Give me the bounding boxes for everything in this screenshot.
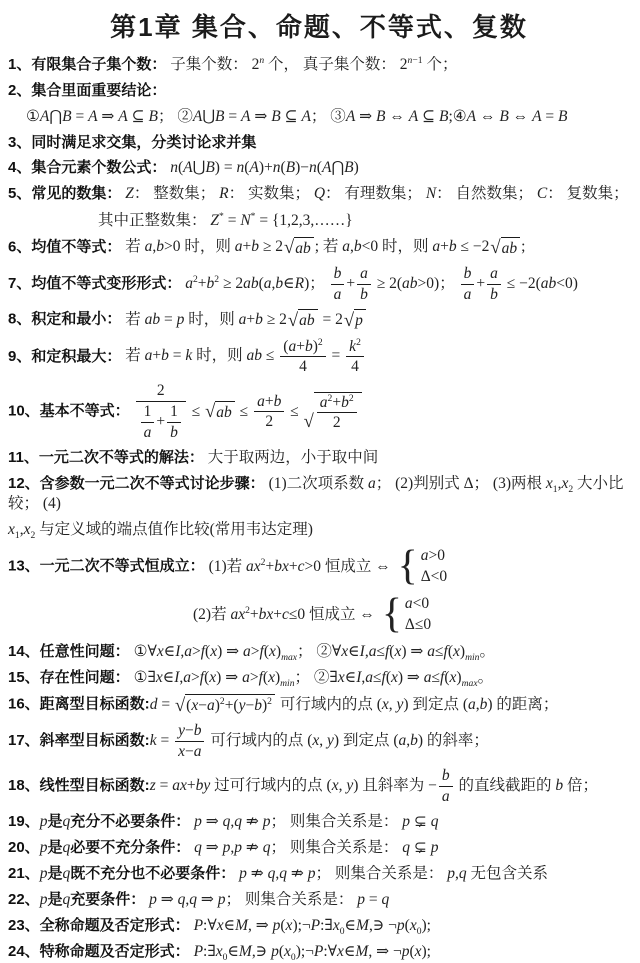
fraction-numerator: a <box>487 265 501 285</box>
fraction-numerator: $a^2+b^2$ <box>317 394 357 414</box>
square-root <box>175 694 275 716</box>
fraction-numerator: b <box>439 767 453 787</box>
math-text: k = $\frac{y-b}{x-a}$ 可行域内的点 (x, y) 到定点 (a,b) 的斜率； <box>149 722 489 761</box>
math-text: p <box>39 812 48 830</box>
item-label: 20、 <box>8 838 40 856</box>
fraction-numerator: b <box>461 265 475 285</box>
subscript: 0 <box>290 952 296 963</box>
math-text: p <box>39 838 48 856</box>
fraction-numerator: $(a+b)^2$ <box>280 338 325 358</box>
formula-line <box>8 184 630 204</box>
item-label: 19、 <box>8 812 40 830</box>
cases-system <box>397 543 448 590</box>
math-text: 若 ab = p 时，则 a+b ≥ 2 √ ab = 2 √ p <box>121 311 366 328</box>
fraction <box>357 265 371 304</box>
fraction <box>280 338 325 377</box>
superscript: 2 <box>219 696 225 708</box>
formula-line <box>8 158 630 178</box>
fraction-numerator: y−b <box>175 722 204 742</box>
item-label: 14、任意性问题： <box>8 642 130 660</box>
math-text: (2)若 $ax^2+bx+c\le 0$ 恒成立 ⇔ { a<0 Δ≤0 <box>193 591 432 638</box>
subscript: 2 <box>30 530 36 542</box>
fraction <box>136 382 186 441</box>
math-text: q <box>62 812 71 830</box>
fraction <box>254 393 284 432</box>
fraction-denominator: b <box>170 423 178 441</box>
fraction-denominator: 2 <box>265 413 274 431</box>
fraction-denominator: 2 <box>332 414 341 432</box>
item-label: 4、集合元素个数公式： <box>8 159 167 177</box>
radical-icon: √ <box>303 410 314 432</box>
item-label: 18、线性型目标函数: <box>8 776 150 794</box>
formula-line <box>8 812 630 832</box>
fraction-denominator: 4 <box>351 358 359 376</box>
item-label: 充要条件： <box>70 891 146 909</box>
case-row: Δ<0 <box>420 568 448 586</box>
item-label: 23、全称命题及否定形式： <box>8 917 190 935</box>
item-label: 12、含参数一元二次不等式讨论步骤： <box>8 474 265 492</box>
radicand: p <box>354 309 366 331</box>
formula-line <box>8 864 630 884</box>
fraction <box>331 265 345 304</box>
math-text: d = √ $(x-a)^2+(y-b)^2$ 可行域内的点 (x, y) 到定点 (a,b) 的距离； <box>149 694 559 716</box>
superscript: 2 <box>267 696 272 708</box>
formula-line <box>8 55 630 75</box>
superscript: 2 <box>214 273 220 285</box>
item-label: 22、 <box>8 891 40 909</box>
superscript: * <box>219 210 224 222</box>
fraction-numerator: 1 <box>167 403 181 423</box>
radical-icon: √ <box>205 401 216 423</box>
math-text: 大于取两边，小于取中间 <box>203 448 379 466</box>
fraction-numerator: $k^2$ <box>346 338 364 358</box>
subscript: 2 <box>568 483 574 495</box>
item-label: 16、距离型目标函数: <box>8 695 150 713</box>
fraction-denominator: 4 <box>299 358 307 376</box>
subscript: 0 <box>222 952 228 963</box>
item-label: 是 <box>47 838 63 856</box>
formula-line <box>26 107 630 127</box>
math-text: 2 $\frac{1}{a}$ + $\frac{1}{b}$ ≤ √ ab ≤ $\frac{a+b}{2}$ ≤ √ $\frac{a^2+b^2}{2}$ <box>130 403 363 420</box>
math-text: q <box>62 838 71 856</box>
page-title: 第1章 集合、命题、不等式、复数 <box>110 12 528 42</box>
radical-icon: √ <box>490 237 501 259</box>
formula-line <box>8 694 630 716</box>
math-text: p ⇒ q,q ⇒ p； 则集合关系是： p = q <box>149 891 390 909</box>
fraction-numerator: 2 <box>136 382 186 402</box>
item-label: 24、特称命题及否定形式： <box>8 943 190 961</box>
fraction <box>175 722 204 761</box>
item-label: 6、均值不等式： <box>8 238 122 256</box>
math-text: ①∀x∈I,a>f(x) ⇒ $a>f(x)_{max}$； ②∀x∈I,a≤f(x) ⇒ $a\le f(x)_{min}$。 <box>129 642 495 664</box>
item-label: 充分不必要条件： <box>70 812 191 830</box>
subscript: min <box>280 678 295 690</box>
math-text: 其中正整数集： Z* = N* = {1,2,3,……} <box>98 210 353 229</box>
formula-line <box>8 722 630 761</box>
math-text: 子集个数： 2$^n$ 个， 真子集个数： $2^{n-1}$ 个； <box>166 54 458 73</box>
math-text: q ⇒ p,p ⇏ q； 则集合关系是： q ⊊ p <box>194 838 439 856</box>
brace-icon: { <box>397 543 418 590</box>
formula-line <box>8 916 630 936</box>
superscript: 2 <box>348 392 354 404</box>
fraction <box>317 394 357 433</box>
math-text: z = ax+by 过可行域内的点 (x, y) 且斜率为 − $\frac{b}{a}$ 的直线截距的 b 倍； <box>149 766 599 805</box>
math-text: (1)二次项系数 a； (2)判别式 Δ； (3)两根 $x_1,x_2$ 大小比较； (4) <box>8 474 624 512</box>
subscript: max <box>281 652 298 664</box>
fraction-denominator: x−a <box>178 743 202 761</box>
formula-line <box>8 890 630 910</box>
radicand <box>314 392 362 433</box>
fraction-denominator: a <box>333 285 342 303</box>
fraction <box>439 767 453 806</box>
fraction <box>346 338 364 377</box>
math-text: Z： 整数集； R： 实数集； Q： 有理数集； N： 自然数集； C： 复数集； <box>125 185 629 203</box>
formula-line <box>8 265 630 304</box>
item-label: 3、同时满足求交集，分类讨论求并集 <box>8 133 257 151</box>
fraction-numerator: a+b <box>254 393 284 413</box>
fraction-denominator: a <box>143 423 152 441</box>
square-root <box>344 309 366 331</box>
item-label: 5、常见的数集： <box>8 185 122 203</box>
fraction <box>461 265 475 304</box>
radical-icon: √ <box>284 237 295 259</box>
cases-column <box>405 594 431 636</box>
item-label: 1、有限集合子集个数： <box>8 56 167 73</box>
formula-line <box>8 474 630 514</box>
math-text: 若 a+b = k 时，则 ab ≤ $\frac{(a+b)^2}{4}$ = $\frac{k^2}{4}$ <box>121 347 366 364</box>
formula-line <box>8 543 630 590</box>
formula-line <box>8 668 630 688</box>
superscript: 2 <box>192 273 198 285</box>
item-label: 是 <box>47 864 63 882</box>
item-label: 是 <box>47 812 63 830</box>
item-label: 21、 <box>8 864 40 882</box>
fraction-numerator: 1 <box>141 403 155 423</box>
formula-line <box>8 309 630 331</box>
superscript: 2 <box>317 336 323 348</box>
formula-line <box>8 81 630 101</box>
cases-column <box>421 546 447 588</box>
formula-line <box>8 520 630 540</box>
math-text: p <box>39 891 48 909</box>
formula-line <box>8 942 630 962</box>
formula-line <box>8 338 630 377</box>
radical-icon: √ <box>287 310 299 332</box>
item-label: 8、积定和最小： <box>8 311 122 329</box>
case-row: Δ≤0 <box>404 616 432 633</box>
formula-line <box>98 211 630 231</box>
fraction <box>167 403 181 442</box>
formula-line <box>8 382 630 441</box>
item-label: 13、一元二次不等式恒成立： <box>8 557 205 575</box>
item-label: 必要不充分条件： <box>70 838 191 856</box>
cases-system <box>381 591 432 638</box>
fraction-denominator: a <box>463 285 472 303</box>
fraction <box>487 265 501 304</box>
formula-line <box>8 133 630 153</box>
fraction-denominator: $\frac{1}{a}$ + $\frac{1}{b}$ <box>136 402 186 442</box>
math-text: q <box>62 891 71 909</box>
math-text: p <box>39 864 48 882</box>
superscript: 2 <box>327 392 333 404</box>
formula-line <box>8 642 630 662</box>
square-root <box>288 309 318 331</box>
item-label: 10、基本不等式： <box>8 402 130 420</box>
case-row: a<0 <box>404 595 430 613</box>
fraction-numerator: b <box>331 265 345 285</box>
square-root <box>205 401 235 423</box>
superscript: * <box>250 210 256 222</box>
math-text: $a^2+b^2$ ≥ 2ab(a,b∈R)； $\frac{b}{a}$ + $\frac{a}{b}$ ≥ 2(ab>0)； $\frac{b}{a}$ + $\frac{a}{b}$ ≤ −2(ab<0) <box>185 264 578 303</box>
item-label: 15、存在性问题： <box>8 669 130 687</box>
radicand: ab <box>298 309 318 331</box>
radicand: ab <box>215 401 235 423</box>
math-text: n(A⋃B) = n(A)+n(B)−n(A⋂B) <box>170 159 359 177</box>
fraction-denominator: b <box>360 285 368 303</box>
item-label: 7、均值不等式变形形式： <box>8 274 182 292</box>
brace-icon: { <box>381 591 402 638</box>
item-label: 2、集合里面重要结论： <box>8 82 167 100</box>
math-text: p ⇏ q,q ⇏ p； 则集合关系是： p,q 无包含关系 <box>239 864 548 882</box>
subscript: 0 <box>339 926 345 938</box>
math-text: $P:\exists x_0\in M,∋$ $p(x_0);\neg P:\forall x\in M$, ⇒ ¬p(x); <box>193 943 431 963</box>
item-label: 17、斜率型目标函数: <box>8 732 150 750</box>
radicand: ab <box>294 237 314 259</box>
math-text: (1)若 $ax^2+bx+c>0$ 恒成立 ⇔ { a>0 Δ<0 <box>204 543 448 590</box>
radicand: ab <box>501 237 521 259</box>
radical-icon: √ <box>174 694 186 716</box>
formula-line <box>8 448 630 468</box>
fraction <box>141 403 155 442</box>
math-text: P:∀x∈M, ⇒ $p(x);\neg P:\exists x_0\in M,∋$ $\neg p(x_0)$; <box>193 917 431 938</box>
subscript: 1 <box>552 483 558 495</box>
math-text: ①A⋂B = A ⇒ A ⊆ B； ②A⋃B = A ⇒ B ⊆ A； ③A ⇒ B ⇔ A ⊆ B;④A ⇔ B ⇔ A = B <box>26 107 568 125</box>
item-label: 9、和定积最大： <box>8 347 122 365</box>
formula-line <box>8 838 630 858</box>
item-label: 是 <box>47 891 63 909</box>
subscript: 1 <box>14 530 20 542</box>
subscript: 0 <box>416 926 422 938</box>
superscript: n <box>259 54 265 66</box>
superscript: 2 <box>260 556 266 568</box>
square-root <box>490 237 520 259</box>
fraction-denominator: b <box>490 285 498 303</box>
math-text: $x_1,x_2$ 与定义域的端点值作比较(常用韦达定理) <box>8 521 313 542</box>
math-text: q <box>62 864 71 882</box>
radicand: $(x-a)^2+(y-b)^2$ <box>185 694 275 716</box>
case-row: a>0 <box>420 547 445 565</box>
math-text: p ⇒ q,q ⇏ p； 则集合关系是： p ⊊ q <box>194 812 439 830</box>
formula-line <box>8 767 630 806</box>
radical-icon: √ <box>343 310 355 332</box>
formula-line <box>8 237 630 259</box>
superscript: n−1 <box>407 54 423 66</box>
fraction-numerator: a <box>357 265 371 285</box>
square-root <box>304 392 362 433</box>
formula-line <box>193 591 630 638</box>
math-text: ①∃x∈I,a>f(x) ⇒ $a>f(x)_{min}$； ②∃x∈I,a≤f(x) ⇒ $a\le f(x)_{max}$。 <box>129 669 494 690</box>
fraction-denominator: a <box>441 787 450 805</box>
subscript: max <box>461 678 478 690</box>
subscript: min <box>465 652 480 664</box>
item-label: 既不充分也不必要条件： <box>70 864 236 882</box>
math-text: 若 a,b>0 时，则 a+b ≥ 2 √ ab ; 若 a,b<0 时，则 a+b ≤ −2 √ ab ; <box>121 237 526 259</box>
superscript: 2 <box>245 604 250 616</box>
item-label: 11、一元二次不等式的解法： <box>8 448 204 466</box>
square-root <box>284 237 314 259</box>
formula-list <box>8 55 630 962</box>
superscript: 2 <box>356 336 361 348</box>
